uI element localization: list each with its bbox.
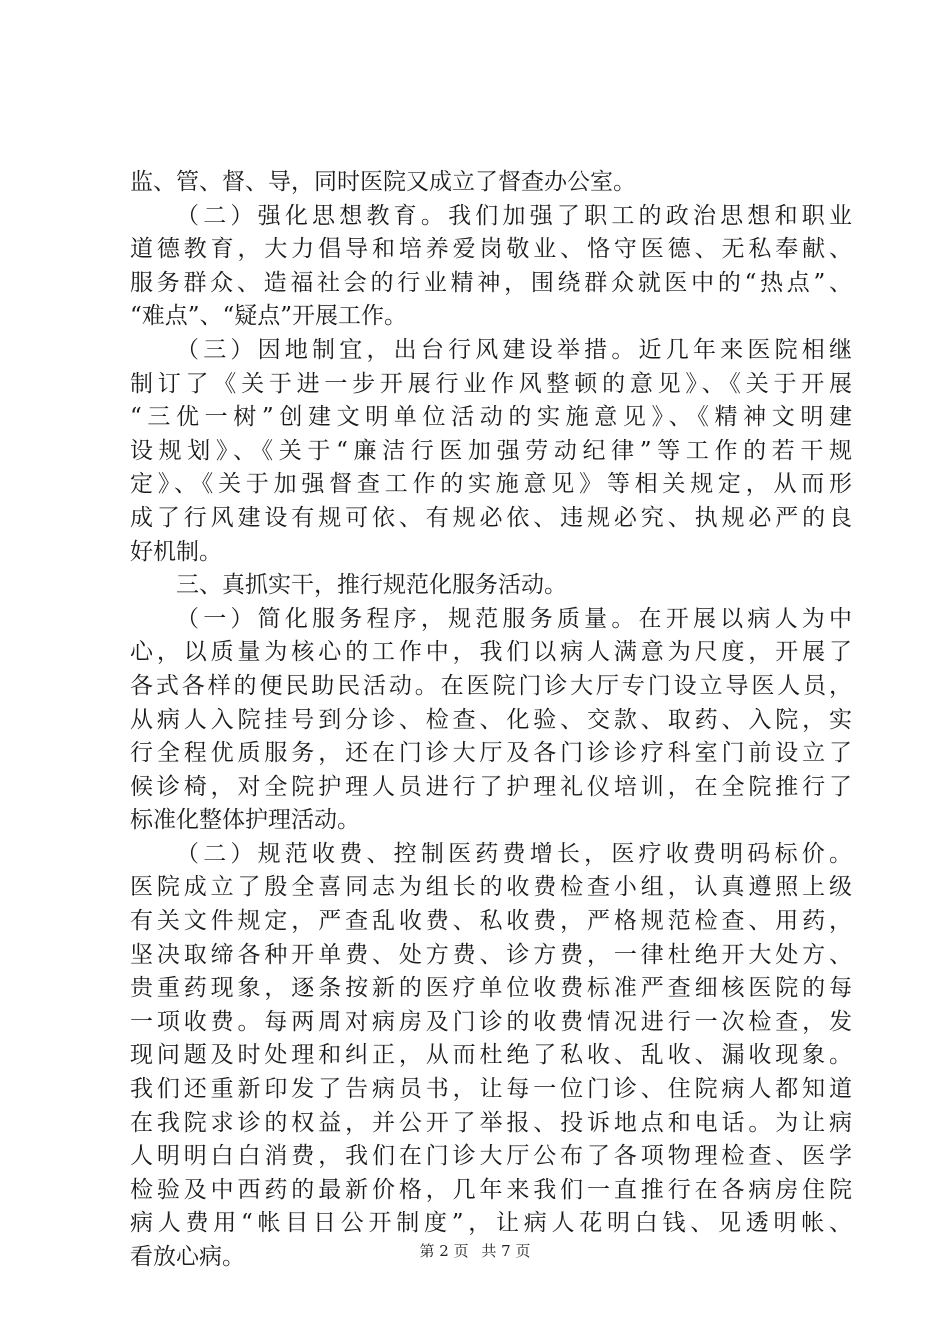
text-line: 候诊椅，对全院护理人员进行了护理礼仪培训，在全院推行了 xyxy=(130,773,852,800)
text-line: 监、管、督、导，同时医院又成立了督查办公室。 xyxy=(130,169,636,195)
text-line: 定》、《关于加强督查工作的实施意见》等相关规定，从而形 xyxy=(130,471,852,498)
text-line: 医院成立了殷全喜同志为组长的收费检查小组，认真遵照上级 xyxy=(130,874,852,901)
text-line: 有关文件规定，严查乱收费、私收费，严格规范检查、用药， xyxy=(130,908,852,935)
text-line: 服务群众、造福社会的行业精神，围绕群众就医中的“热点”、 xyxy=(130,269,852,296)
text-line: 坚决取缔各种开单费、处方费、诊方费，一律杜绝开大处方、 xyxy=(130,941,852,968)
text-line: 一项收费。每两周对病房及门诊的收费情况进行一次检查，发 xyxy=(130,1008,852,1035)
text-line: 三、真抓实干，推行规范化服务活动。 xyxy=(176,572,567,599)
page-total: 共 7 页 xyxy=(481,1242,531,1260)
text-line: 行全程优质服务，还在门诊大厅及各门诊诊疗科室门前设立了 xyxy=(130,740,852,767)
text-line: 设规划》、《关于“廉洁行医加强劳动纪律”等工作的若干规 xyxy=(130,437,852,464)
text-line: 贵重药现象，逐条按新的医疗单位收费标准严查细核医院的每 xyxy=(130,975,852,1002)
text-line: 我们还重新印发了告病员书，让每一位门诊、住院病人都知道 xyxy=(130,1076,852,1103)
text-line: 道德教育，大力倡导和培养爱岗敬业、恪守医德、无私奉献、 xyxy=(130,236,852,263)
text-line: “难点”、“疑点”开展工作。 xyxy=(130,303,408,330)
text-line: 看放心病。 xyxy=(130,1244,245,1270)
text-line: 好机制。 xyxy=(130,538,222,565)
page-number: 第 2 页 xyxy=(419,1242,469,1260)
document-body xyxy=(130,166,852,1275)
text-line: 人明明白白消费，我们在门诊大厅公布了各项物理检查、医学 xyxy=(130,1143,852,1170)
text-line: 标准化整体护理活动。 xyxy=(130,807,360,834)
text-line: 从病人入院挂号到分诊、检查、化验、交款、取药、入院，实 xyxy=(130,706,852,733)
text-line: 在我院求诊的权益，并公开了举报、投诉地点和电话。为让病 xyxy=(130,1109,852,1136)
text-line: 病人费用“帐目日公开制度”，让病人花明白钱、见透明帐、 xyxy=(130,1210,852,1237)
text-line: （二）规范收费、控制医药费增长，医疗收费明码标价。 xyxy=(176,840,852,867)
text-line: 检验及中西药的最新价格，几年来我们一直推行在各病房住院 xyxy=(130,1176,852,1203)
text-line: “三优一树”创建文明单位活动的实施意见》、《精神文明建 xyxy=(130,404,852,431)
text-line: 各式各样的便民助民活动。在医院门诊大厅专门设立导医人员， xyxy=(130,672,852,699)
page-footer xyxy=(0,1241,950,1261)
text-line: （三）因地制宜，出台行风建设举措。近几年来医院相继 xyxy=(176,336,852,363)
text-line: 成了行风建设有规可依、有规必依、违规必究、执规必严的良 xyxy=(130,504,852,531)
text-line: （一）简化服务程序，规范服务质量。在开展以病人为中 xyxy=(176,605,852,632)
text-line: （二）强化思想教育。我们加强了职工的政治思想和职业 xyxy=(176,202,852,229)
text-line: 心，以质量为核心的工作中，我们以病人满意为尺度，开展了 xyxy=(130,639,852,666)
text-line: 制订了《关于进一步开展行业作风整顿的意见》、《关于开展 xyxy=(130,370,852,397)
text-line: 现问题及时处理和纠正，从而杜绝了私收、乱收、漏收现象。 xyxy=(130,1042,852,1069)
